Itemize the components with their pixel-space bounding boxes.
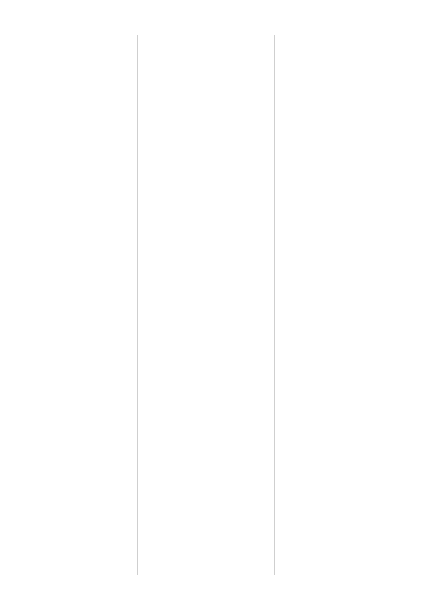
- column-divider: [274, 35, 275, 575]
- index-tab-bar: [408, 0, 434, 600]
- column-divider: [137, 35, 138, 575]
